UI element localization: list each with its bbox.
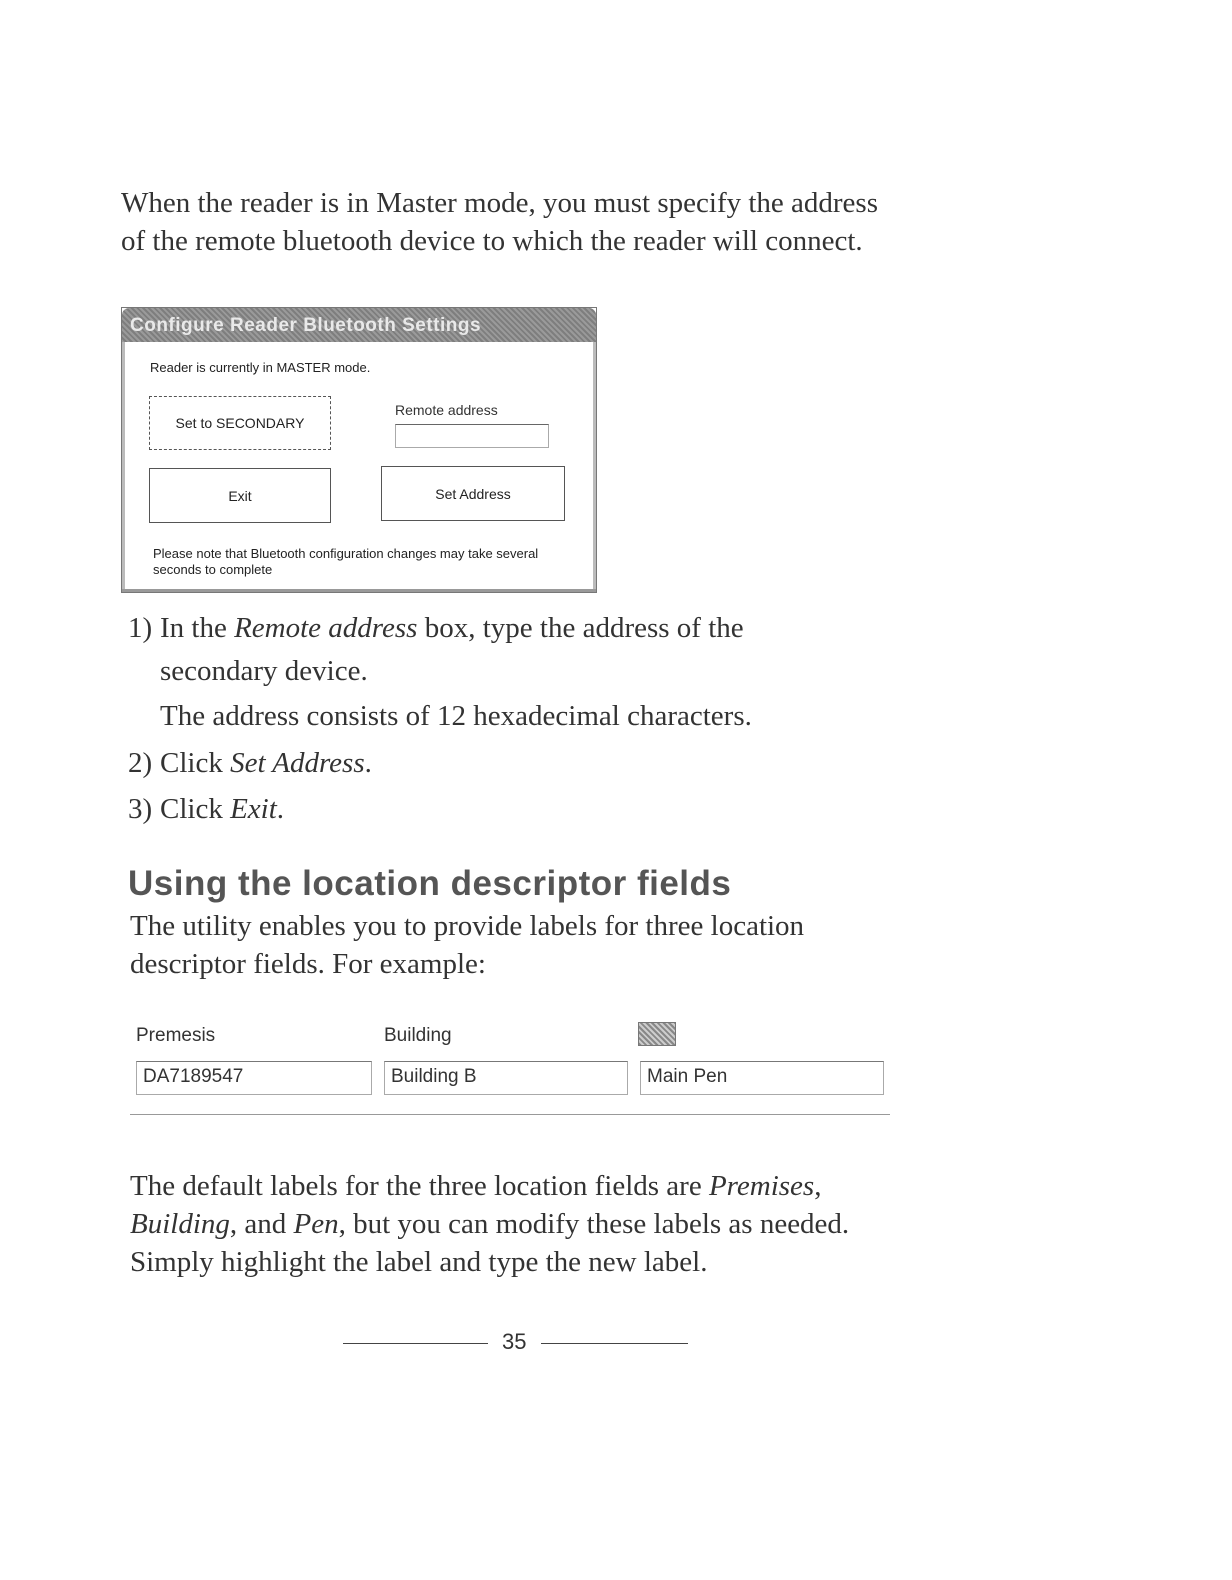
pen-emphasis: Pen — [293, 1208, 339, 1240]
mode-status-text: Reader is currently in MASTER mode. — [150, 360, 371, 375]
bluetooth-settings-dialog — [121, 307, 597, 593]
step-number: 2) — [128, 747, 153, 779]
dialog-bottom-border — [122, 589, 596, 592]
step-number: 3) — [128, 793, 153, 825]
step-emphasis: Exit — [230, 793, 277, 825]
dialog-left-border — [122, 342, 125, 592]
step-1-note: The address consists of 12 hexadecimal characters. — [160, 700, 752, 732]
defaults-text-end: , but you can modify these labels as needed. Simply highlight the label and type the new label. — [130, 1208, 850, 1278]
page-number: 35 — [502, 1329, 527, 1354]
remote-address-input[interactable] — [395, 424, 549, 448]
footer-rule-right — [541, 1343, 688, 1344]
building-label[interactable]: Building — [384, 1025, 452, 1046]
step-1-continuation: secondary device. — [160, 655, 368, 687]
step-2 — [128, 745, 372, 781]
set-address-button[interactable]: Set Address — [381, 466, 565, 521]
step-number: 1) — [128, 612, 153, 644]
step-text: In the — [160, 612, 235, 644]
dialog-titlebar[interactable] — [122, 308, 596, 342]
building-emphasis: Building — [130, 1208, 230, 1240]
example-divider — [130, 1114, 890, 1115]
premises-emphasis: Premises — [708, 1170, 815, 1202]
step-3 — [128, 791, 284, 827]
premises-field[interactable]: DA7189547 — [136, 1061, 372, 1095]
intro-paragraph: When the reader is in Master mode, you must specify the address of the remote bluetooth device to which the reader will connect. — [121, 187, 879, 257]
defaults-comma: , — [814, 1170, 822, 1202]
defaults-text: The default labels for the three location fields are — [130, 1170, 709, 1202]
set-to-secondary-button[interactable]: Set to SECONDARY — [149, 396, 331, 450]
section-heading: Using the location descriptor fields — [128, 864, 732, 903]
exit-button[interactable]: Exit — [149, 468, 331, 523]
step-emphasis: Remote address — [234, 612, 418, 644]
dialog-title: Configure Reader Bluetooth Settings — [130, 315, 482, 336]
step-text: . — [364, 747, 372, 779]
step-text: box, type the address of the — [417, 612, 744, 644]
building-field[interactable]: Building B — [384, 1061, 628, 1095]
step-text: . — [276, 793, 285, 825]
defaults-and: , and — [229, 1208, 294, 1240]
step-text: Click — [160, 793, 231, 825]
pen-label-icon[interactable] — [638, 1022, 676, 1046]
dialog-right-border — [593, 342, 596, 592]
remote-address-label: Remote address — [395, 402, 498, 418]
premises-label[interactable]: Premesis — [136, 1025, 216, 1046]
step-emphasis: Set Address — [230, 747, 365, 779]
step-1 — [128, 610, 744, 646]
default-labels-paragraph — [130, 1167, 920, 1281]
section-intro-paragraph: The utility enables you to provide labels for three location descriptor fields. For example: — [130, 910, 805, 980]
configuration-note: Please note that Bluetooth configuration changes may take several seconds to complete — [153, 546, 539, 577]
step-text: Click — [160, 747, 231, 779]
footer-rule-left — [343, 1343, 488, 1344]
pen-field[interactable]: Main Pen — [640, 1061, 884, 1095]
